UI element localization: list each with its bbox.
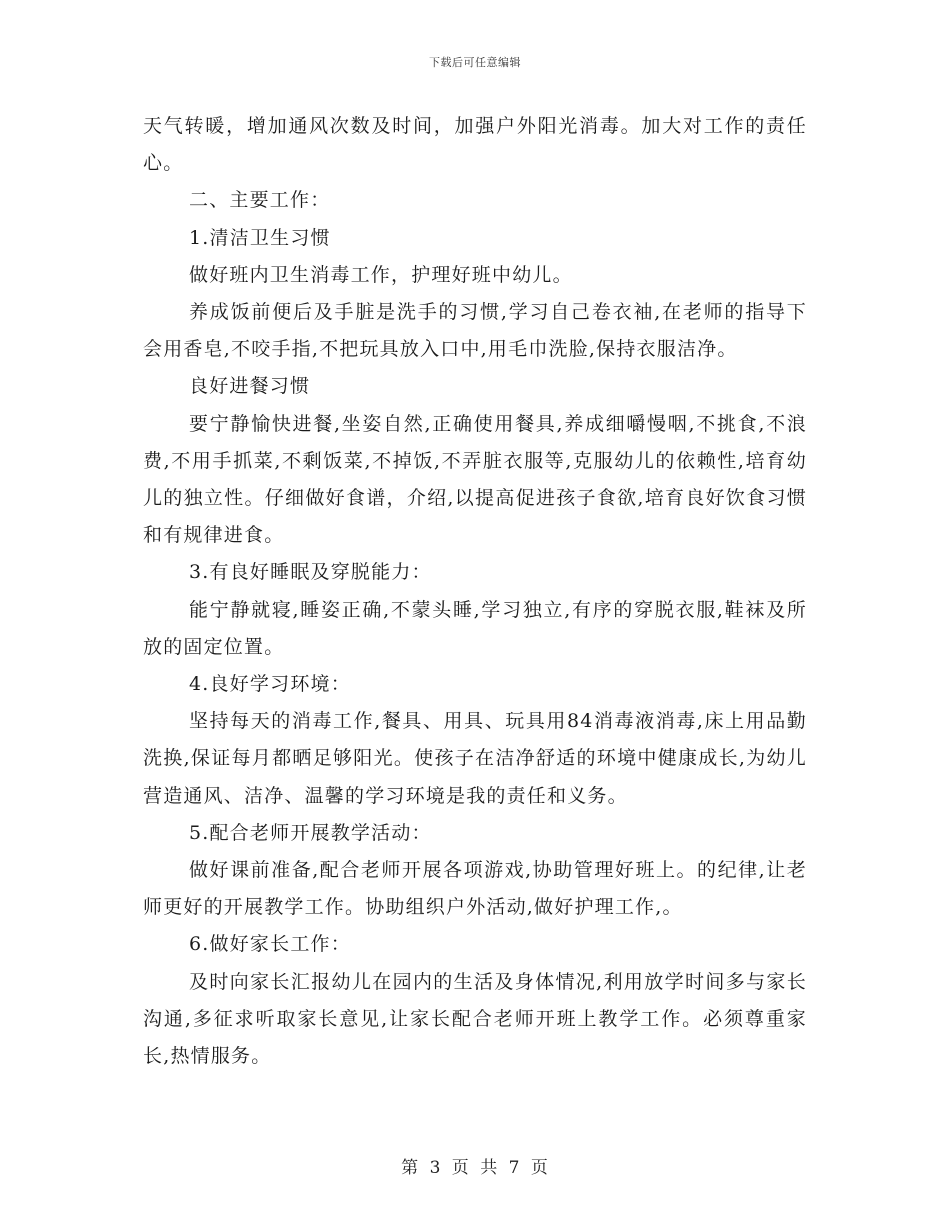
- subheading-parents: 6.做好家长工作：: [189, 933, 351, 956]
- page-header: 下载后可任意编辑: [429, 56, 521, 69]
- paragraph-7: 做好课前准备,配合老师开展各项游戏,协助管理好班上。的纪律,让老师更好的开展教学工作。协助组织户外活动,做好护理工作,。: [143, 859, 807, 919]
- paragraph-4: 要宁静愉快进餐,坐姿自然,正确使用餐具,养成细嚼慢咽,不挑食,不浪费,不用手抓菜,不剩饭菜,不掉饭,不弄脏衣服等,克服幼儿的依赖性,培育幼儿的独立性。仔细做好食谱，介绍,以提高促进孩子食欲,培育良好饮食习惯和有规律进食。: [143, 412, 807, 547]
- page-number: 第 3 页 共 7 页: [401, 1158, 549, 1178]
- paragraph-3: 养成饭前便后及手脏是洗手的习惯,学习自己卷衣袖,在老师的指导下会用香皂,不咬手指,不把玩具放入口中,用毛巾洗脸,保持衣服洁净。: [143, 301, 807, 361]
- paragraph-6: 坚持每天的消毒工作,餐具、用具、玩具用84消毒液消毒,床上用品勤洗换,保证每月都晒足够阳光。使孩子在洁净舒适的环境中健康成长,为幼儿营造通风、洁净、温馨的学习环境是我的责任和义务。: [143, 710, 807, 807]
- subheading-environment: 4.良好学习环境：: [189, 673, 351, 696]
- subheading-dining: 良好进餐习惯: [189, 375, 311, 398]
- paragraph-1: 天气转暖，增加通风次数及时间，加强户外阳光消毒。加大对工作的责任心。: [143, 115, 807, 175]
- subheading-teaching: 5.配合老师开展教学活动：: [189, 821, 432, 844]
- section-heading-main-work: 二、主要工作：: [189, 189, 331, 212]
- document-body: [143, 108, 807, 1075]
- paragraph-2: 做好班内卫生消毒工作，护理好班中幼儿。: [189, 263, 573, 286]
- subheading-cleanliness: 1.清洁卫生习惯: [189, 226, 331, 249]
- paragraph-5: 能宁静就寝,睡姿正确,不蒙头睡,学习独立,有序的穿脱衣服,鞋袜及所放的固定位置。: [143, 598, 807, 658]
- paragraph-8: 及时向家长汇报幼儿在园内的生活及身体情况,利用放学时间多与家长沟通,多征求听取家长意见,让家长配合老师开班上教学工作。必须尊重家长,热情服务。: [143, 970, 807, 1068]
- subheading-sleep: 3.有良好睡眠及穿脱能力：: [189, 561, 432, 584]
